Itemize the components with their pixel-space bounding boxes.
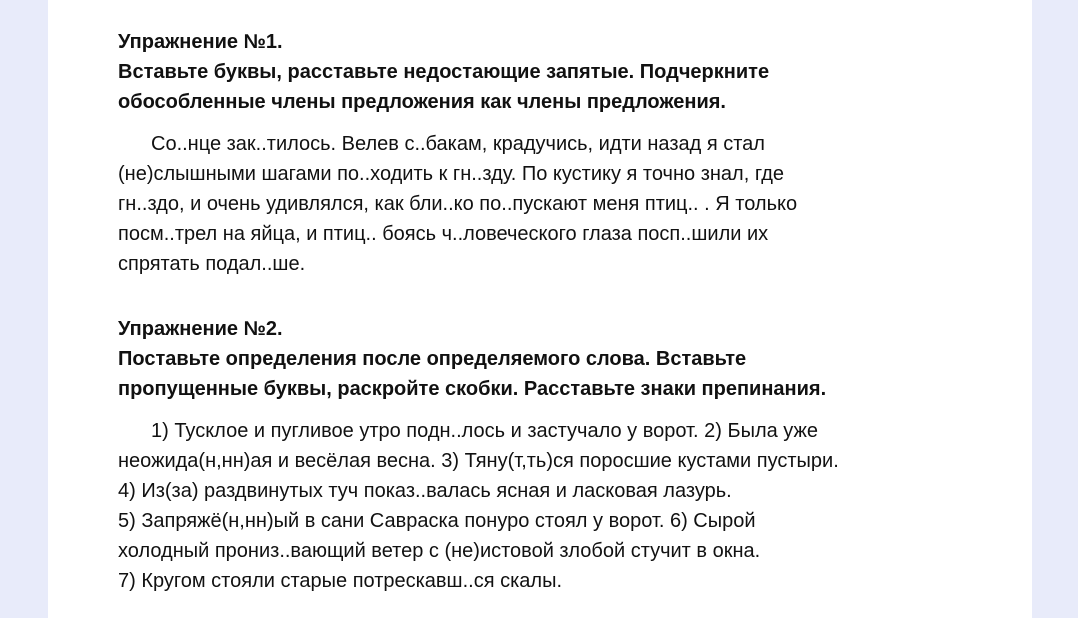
exercise-1-text-line: (не)слышными шагами по..ходить к гн..зду. По кустику я точно знал, где: [118, 163, 785, 185]
exercise-1-text-line: гн..здо, и очень удивлялся, как бли..ко по..пускают меня птиц.. . Я только: [118, 193, 798, 215]
exercise-2-title: Упражнение №2.: [118, 318, 283, 340]
exercise-1-title: Упражнение №1.: [118, 31, 283, 53]
exercise-2-text-line: холодный прониз..вающий ветер с (не)истовой злобой стучит в окна.: [118, 540, 761, 562]
exercise-2-task-line: Поставьте определения после определяемого слова. Вставьте: [118, 348, 747, 370]
exercise-2-text-line: неожида(н,нн)ая и весёлая весна. 3) Тяну(т,ть)ся поросшие кустами пустыри.: [118, 450, 839, 472]
exercise-1-text-line: посм..трел на яйца, и птиц.. боясь ч..ловеческого глаза посп..шили их: [118, 223, 769, 245]
exercise-2-text-line: 1) Тусклое и пугливое утро подн..лось и застучало у ворот. 2) Была уже: [151, 420, 819, 442]
exercise-2-text-line: 4) Из(за) раздвинутых туч показ..валась ясная и ласковая лазурь.: [118, 480, 732, 502]
exercise-2-text: [118, 416, 998, 596]
exercise-1-text-line: спрятать подал..ше.: [118, 253, 306, 275]
exercise-1-task: [118, 57, 998, 117]
exercise-2-text-line: 5) Запряжё(н,нн)ый в сани Савраска понуро стоял у ворот. 6) Сырой: [118, 510, 756, 532]
exercise-1-task-line: Вставьте буквы, расставьте недостающие запятые. Подчеркните: [118, 61, 770, 83]
exercise-2-text-line: 7) Кругом стояли старые потрескавш..ся скалы.: [118, 570, 563, 592]
exercise-1-text: [118, 129, 998, 279]
exercise-1: [118, 27, 998, 279]
document-page: [48, 0, 1032, 618]
exercise-2-task: [118, 344, 998, 404]
exercise-2-task-line: пропущенные буквы, раскройте скобки. Расставьте знаки препинания.: [118, 378, 827, 400]
exercise-1-text-line: Со..нце зак..тилось. Велев с..бакам, крадучись, идти назад я стал: [151, 133, 765, 155]
exercise-1-task-line: обособленные члены предложения как члены предложения.: [118, 91, 726, 113]
exercise-2: [118, 314, 998, 596]
